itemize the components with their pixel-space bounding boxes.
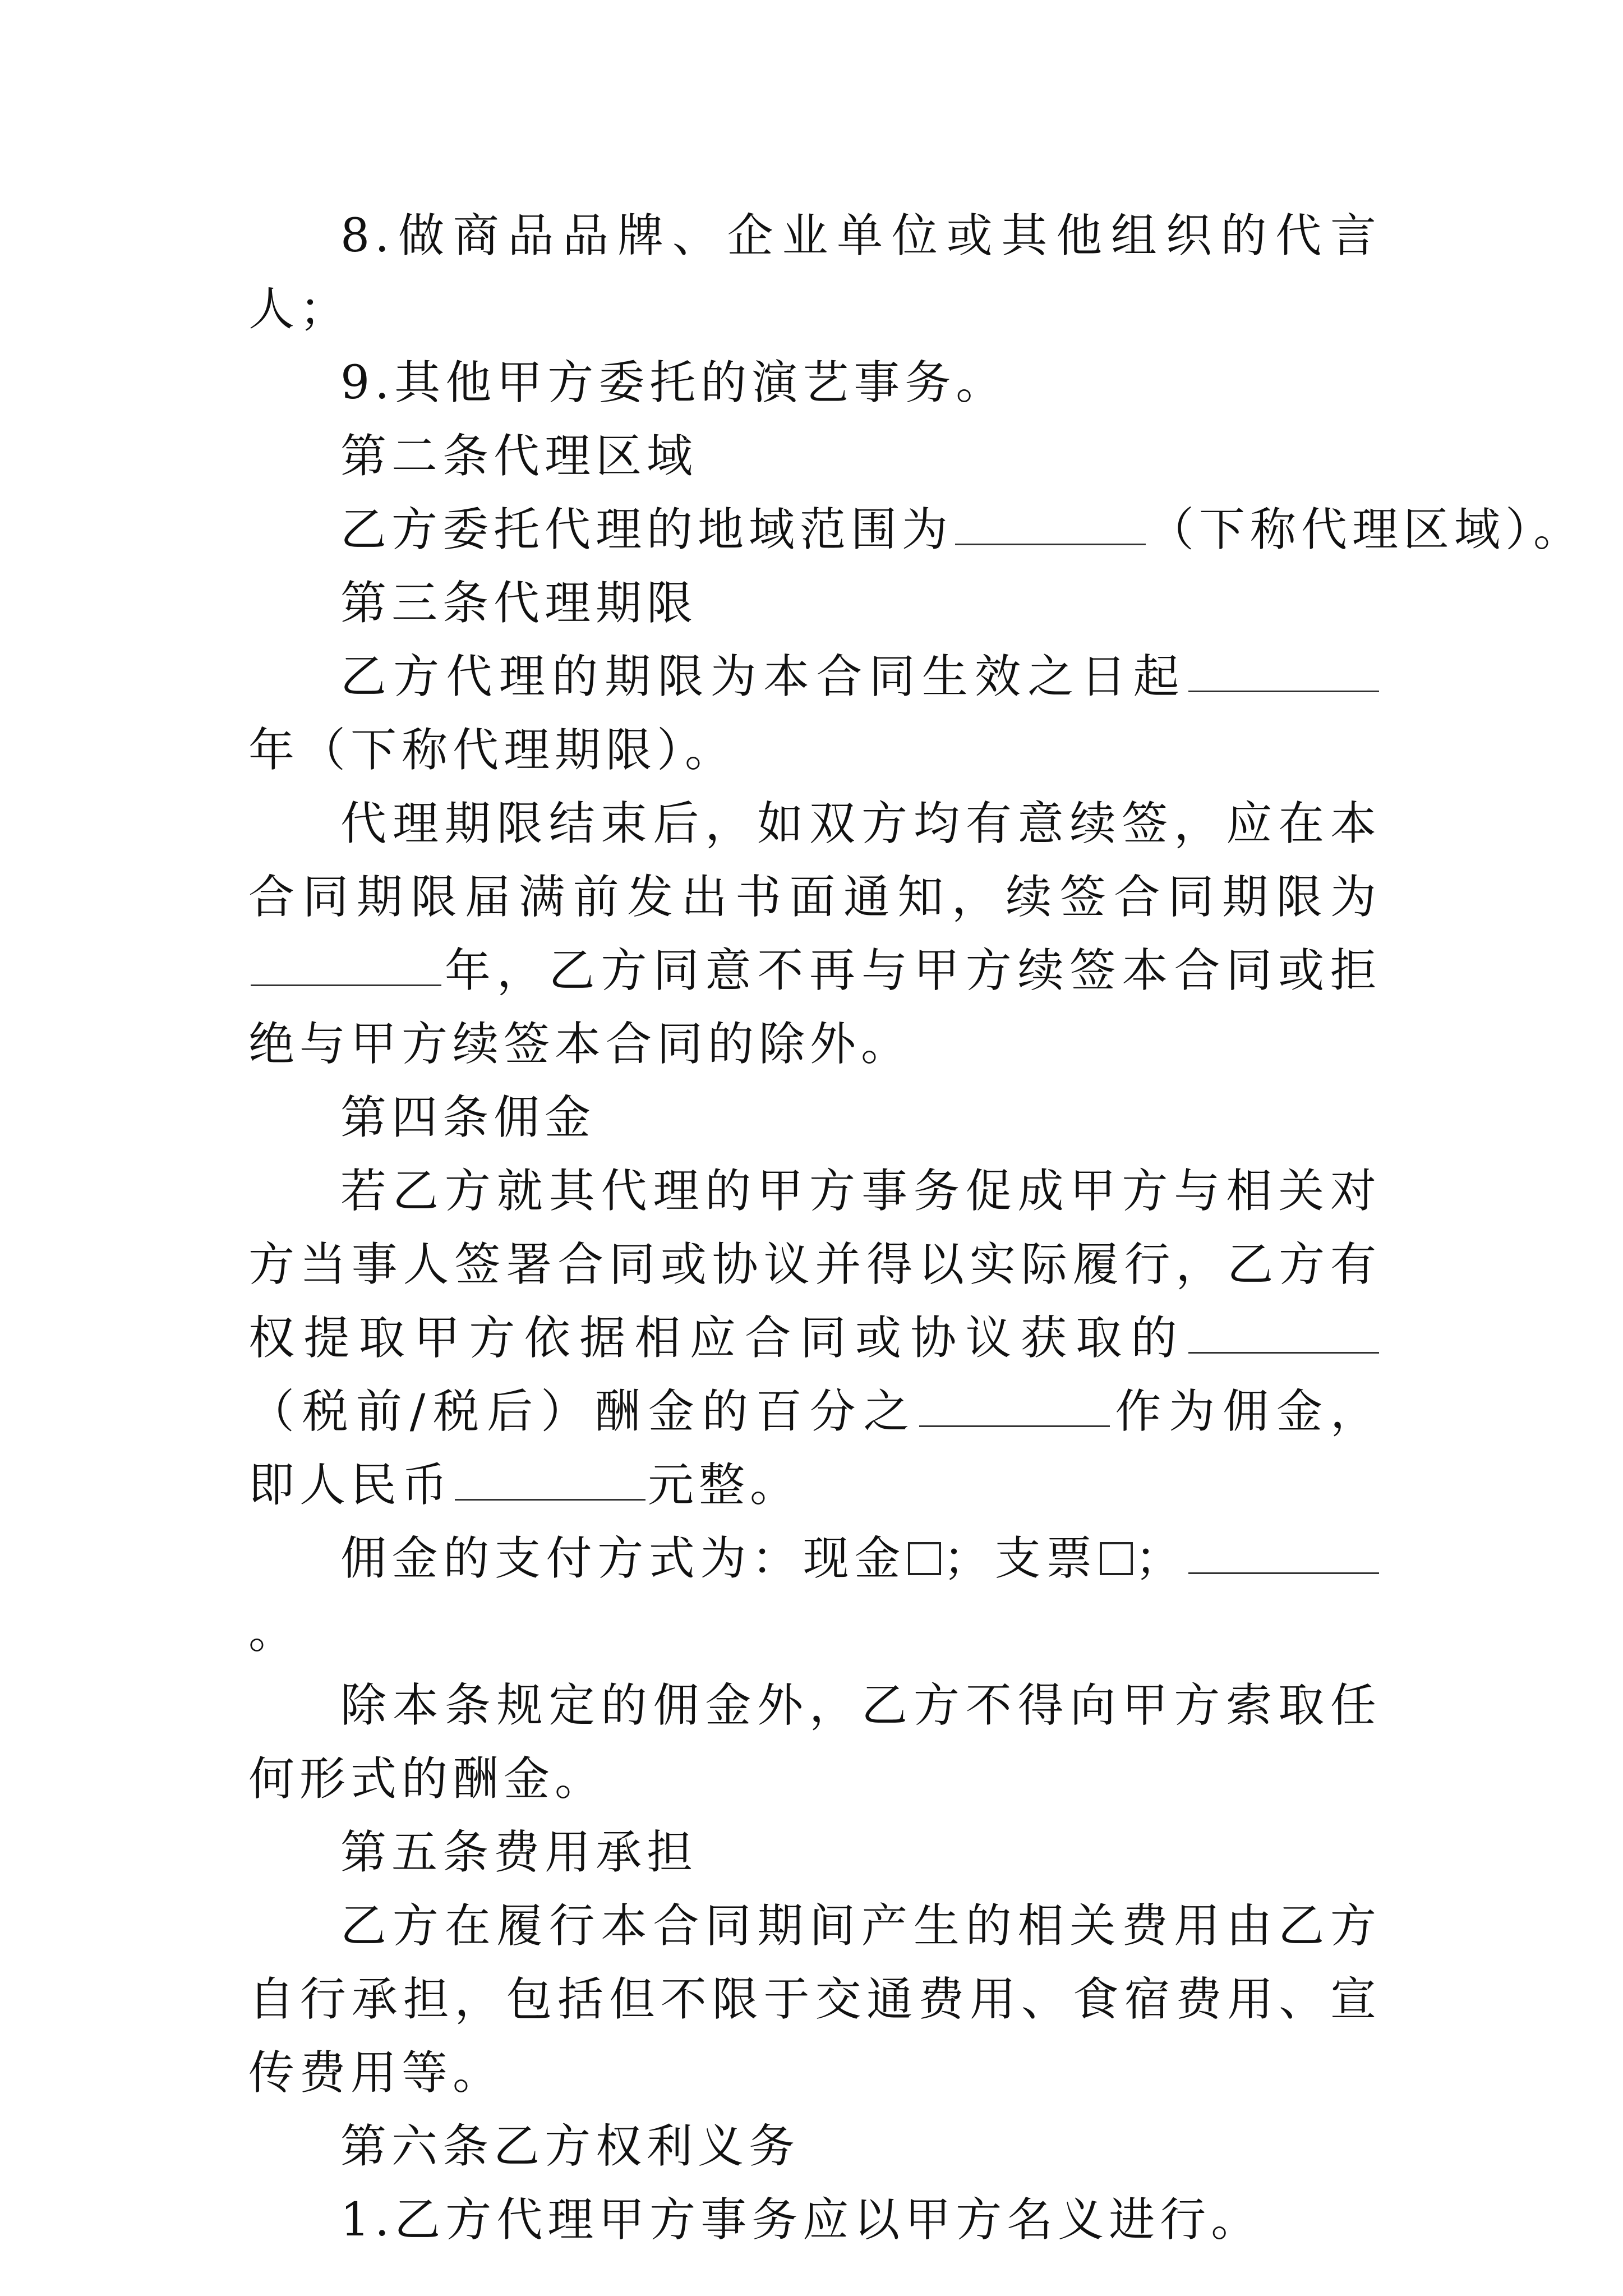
fill-in-blank-other-method[interactable] <box>1188 1529 1379 1574</box>
clause-item-8: 8.做商品品牌、企业单位或其他组织的代言人； <box>248 209 1381 336</box>
section-heading-commission: 第四条佣金 <box>340 1091 596 1144</box>
text-run: （下称代理区域）。 <box>1148 503 1585 556</box>
paragraph-no-other-fees: 除本条规定的佣金外，乙方不得向甲方索取任何形式的酬金。 <box>248 1679 1381 1806</box>
fill-in-blank-renewal-years[interactable] <box>251 941 441 986</box>
clause-item-9: 9.其他甲方委托的演艺事务。 <box>340 356 1007 409</box>
text-run: 。 <box>248 1605 300 1659</box>
text-run: 若乙方就其代理的甲方事务促成甲方与相关对方当事人签署合同或协议并得以实际履行，乙方有权提取甲方依据相应合同或协议获取的 <box>248 1165 1381 1365</box>
clause-item-1: 1.乙方代理甲方事务应以甲方名义进行。 <box>340 2193 1262 2247</box>
paragraph-agency-term <box>248 640 1381 787</box>
cash-checkbox[interactable] <box>908 1542 941 1575</box>
text-run: ； <box>1135 1532 1186 1585</box>
fill-in-blank-percentage[interactable] <box>919 1382 1110 1427</box>
section-heading-agency-region: 第二条代理区域 <box>340 430 698 483</box>
paragraph-renewal <box>248 787 1381 1081</box>
text-run: 代理期限结束后，如双方均有意续签，应在本合同期限届满前发出书面通知，续签合同期限为 <box>248 797 1381 924</box>
paragraph-agency-region <box>248 493 1585 567</box>
text-run: 乙方委托代理的地域范围为 <box>340 503 953 556</box>
document-body <box>248 199 1585 2257</box>
text-run: 年（下称代理期限）。 <box>248 724 736 777</box>
fill-in-blank-term-years[interactable] <box>1188 647 1379 692</box>
check-checkbox[interactable] <box>1100 1542 1133 1575</box>
paragraph-expenses: 乙方在履行本合同期间产生的相关费用由乙方自行承担，包括但不限于交通费用、食宿费用、宣传费用等。 <box>248 1899 1381 2100</box>
text-run: （税前/税后）酬金的百分之 <box>248 1385 917 1438</box>
text-run: 佣金的支付方式为：现金 <box>340 1532 906 1585</box>
fill-in-blank-fee-basis[interactable] <box>1188 1308 1379 1354</box>
text-run: 乙方代理的期限为本合同生效之日起 <box>340 650 1186 703</box>
paragraph-commission <box>248 1154 1381 1522</box>
text-run: 年，乙方同意不再与甲方续签本合同或拒绝与甲方续签本合同的除外。 <box>248 944 1381 1071</box>
section-heading-agency-term: 第三条代理期限 <box>340 577 698 630</box>
fill-in-blank-rmb-amount[interactable] <box>455 1455 645 1501</box>
fill-in-blank-region[interactable] <box>955 500 1146 545</box>
section-heading-expenses: 第五条费用承担 <box>340 1826 698 1879</box>
paragraph-payment-method <box>248 1522 1381 1669</box>
text-run: 元整。 <box>648 1458 801 1512</box>
text-run: ；支票 <box>943 1532 1098 1585</box>
text-run: 作为佣金，即人民币 <box>248 1385 1381 1512</box>
section-heading-rights-obligations: 第六条乙方权利义务 <box>340 2120 800 2173</box>
